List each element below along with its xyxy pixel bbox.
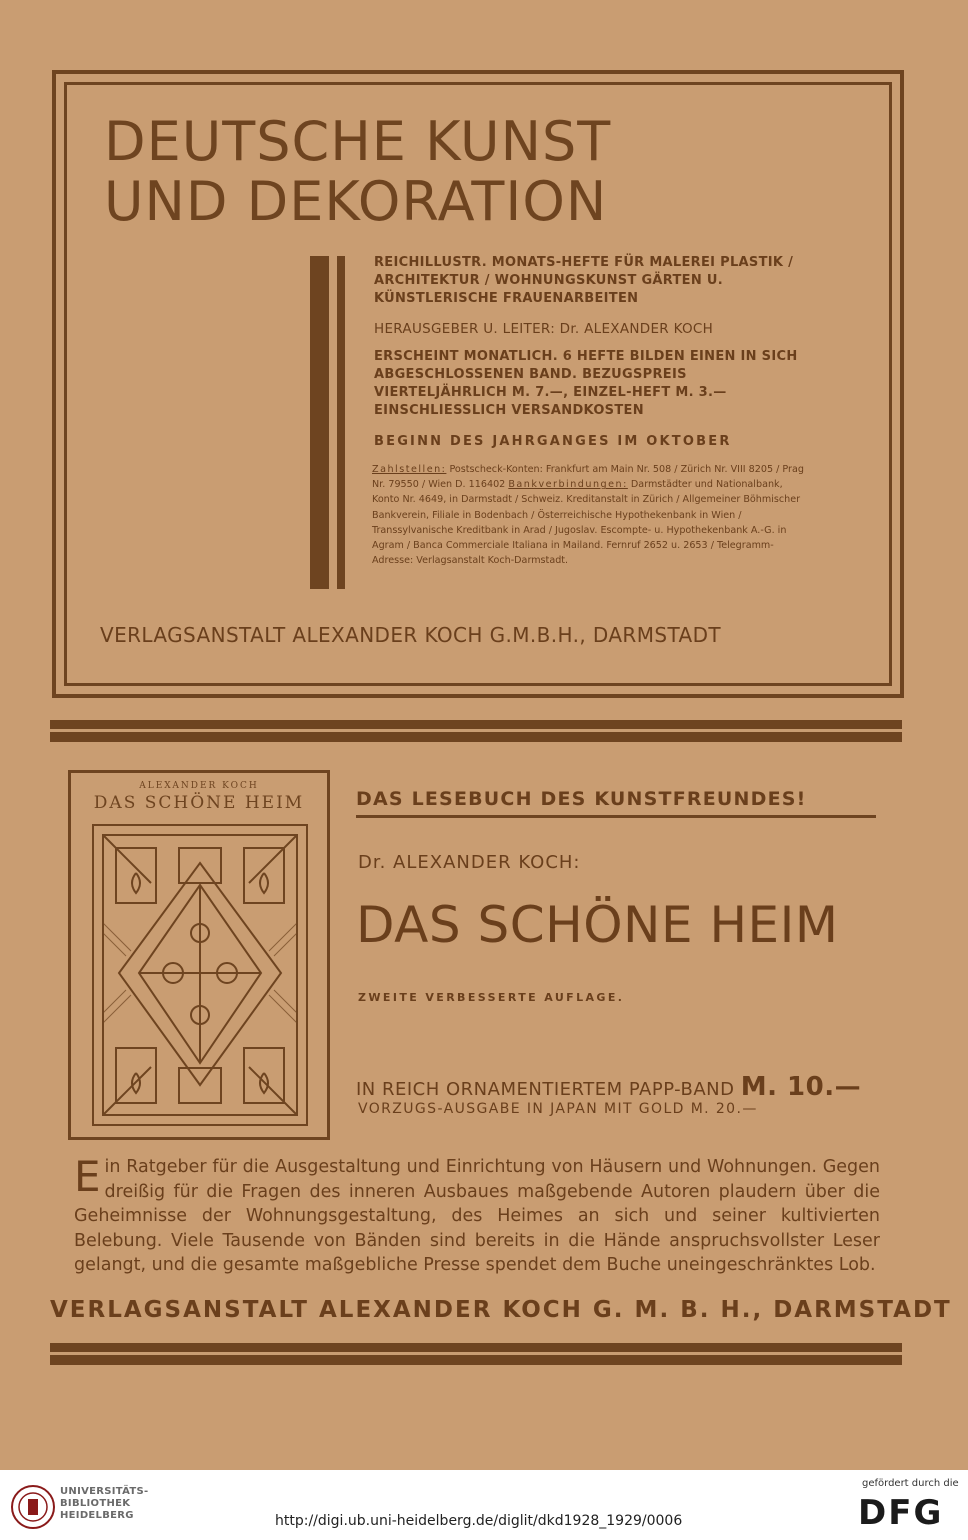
phone-text: Fernruf 2652 u. 2653 / Telegramm-Adresse: Verlagsanstalt Koch-Darmstadt. — [372, 540, 774, 567]
payment-details — [372, 462, 812, 568]
bank-text: Darmstädter und Nationalbank, Konto Nr. 4649, in Darmstadt / Schweiz. Kreditanstalt in Zürich / Allgemeiner Böhmischer Bankverein, Filiale in Bodenbach / Österreichische Hypothekenbank in Wien / Transsylvanische Kreditbank in Arad / Jugoslav. Escompte- u. Hypothekenbank A.-G. in Agram / Banca Commerciale Italiana in Mailand. — [372, 479, 801, 552]
divider-band-bottom — [50, 1343, 902, 1365]
title-line-1: DEUTSCHE KUNST — [104, 110, 612, 173]
magazine-subtitle: REICHILLUSTR. MONATS-HEFTE FÜR MALEREI PLASTIK / ARCHITEKTUR / WOHNUNGSKUNST GÄRTEN U. KÜNSTLERISCHE FRAUENARBEITEN — [374, 255, 794, 306]
special-edition-price: VORZUGS-AUSGABE IN JAPAN MIT GOLD M. 20.— — [358, 1101, 758, 1117]
price-label: IN REICH ORNAMENTIERTEM PAPP-BAND — [356, 1079, 735, 1100]
book-cover-title: DAS SCHÖNE HEIM — [93, 793, 305, 813]
library-line-2: BIBLIOTHEK — [60, 1498, 131, 1509]
publisher-bottom: VERLAGSANSTALT ALEXANDER KOCH G. M. B. H., DARMSTADT — [50, 1297, 952, 1323]
permalink-url[interactable]: http://digi.ub.uni-heidelberg.de/diglit/dkd1928_1929/0006 — [275, 1513, 683, 1529]
book-title: DAS SCHÖNE HEIM — [356, 896, 839, 954]
drop-cap: E — [74, 1152, 101, 1201]
slogan-underline — [356, 815, 876, 818]
zahlstellen-label: Zahlstellen: — [372, 464, 447, 475]
book-cover-author: ALEXANDER KOCH — [139, 781, 259, 791]
book-slogan: DAS LESEBUCH DES KUNSTFREUNDES! — [356, 788, 807, 810]
funding-note: gefördert durch die — [862, 1478, 959, 1489]
zahlstellen-text: Postscheck-Konten: Frankfurt am Main Nr. 508 / Zürich Nr. VIII 8205 / Prag Nr. 79550 / Wien D. 116402 — [372, 464, 804, 491]
publisher-top: VERLAGSANSTALT ALEXANDER KOCH G.M.B.H., DARMSTADT — [100, 623, 722, 647]
editor-line: HERAUSGEBER U. LEITER: Dr. ALEXANDER KOCH — [374, 321, 714, 337]
divider-band-top — [50, 720, 902, 742]
bank-label: Bankverbindungen: — [508, 479, 628, 491]
blurb-text: in Ratgeber für die Ausgestaltung und Einrichtung von Häusern und Wohnungen. Gegen dreißig für die Fragen des inneren Ausbaues maßgebende Autoren plaudern über die Geheimnisse der Wohnungsgestaltung, des Heimes an sich und seiner kultivierten Belebung. Viele Tausende von Bänden sind bereits in die Hände anspruchsvollster Leser gelangt, und die gesamte maßgebliche Presse spendet dem Buche uneingeschränktes Lob. — [74, 1157, 880, 1275]
book-edition: ZWEITE VERBESSERTE AUFLAGE. — [358, 991, 625, 1004]
ornament-illustration — [91, 823, 309, 1128]
decorative-bar-thin — [337, 256, 345, 589]
magazine-title — [104, 112, 611, 232]
library-name[interactable] — [60, 1486, 149, 1522]
dfg-logo[interactable]: DFG — [858, 1493, 944, 1533]
library-line-3: HEIDELBERG — [60, 1510, 134, 1521]
book-blurb — [74, 1152, 880, 1278]
library-line-1: UNIVERSITÄTS- — [60, 1486, 149, 1497]
book-author: Dr. ALEXANDER KOCH: — [358, 852, 581, 873]
book-price-line — [356, 1072, 861, 1102]
title-line-2: UND DEKORATION — [104, 170, 608, 233]
volume-start: BEGINN DES JAHRGANGES IM OKTOBER — [374, 434, 732, 449]
university-seal-icon — [10, 1484, 56, 1530]
publication-info: ERSCHEINT MONATLICH. 6 HEFTE BILDEN EINEN IN SICH ABGESCHLOSSENEN BAND. BEZUGSPREIS VIERTELJÄHRLICH M. 7.—, EINZEL-HEFT M. 3.— EINSCHLIESSLICH VERSANDKOSTEN — [374, 349, 798, 418]
book-cover — [68, 770, 330, 1140]
decorative-bar-thick — [310, 256, 329, 589]
price-value: M. 10.— — [740, 1072, 862, 1102]
